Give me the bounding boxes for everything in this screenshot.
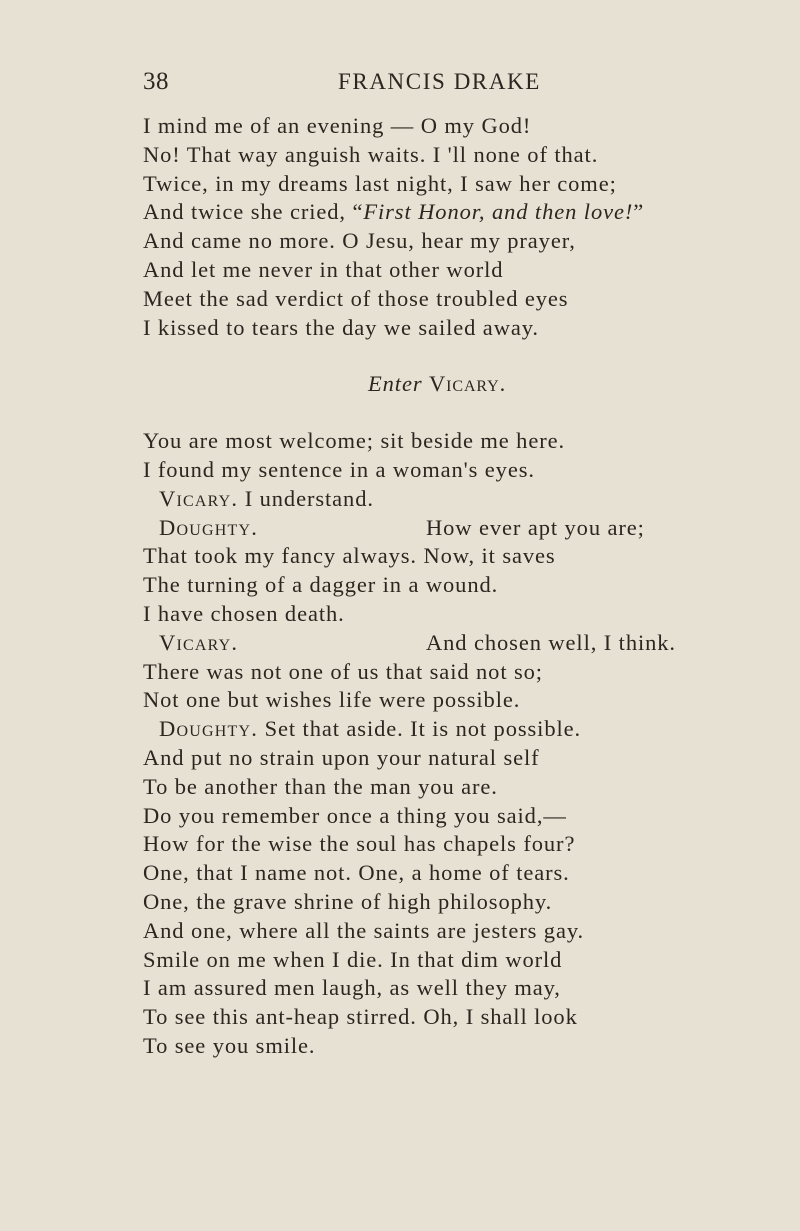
speech-line: [143, 715, 763, 744]
verse-line: No! That way anguish waits. I 'll none of that.: [143, 141, 599, 167]
page-number: 38: [143, 68, 169, 95]
verse-line: And came no more. O Jesu, hear my prayer,: [143, 228, 576, 254]
speech-text: And chosen well, I think.: [426, 629, 676, 655]
verse-line: I kissed to tears the day we sailed away.: [143, 314, 539, 340]
verse-line: I found my sentence in a woman's eyes.: [143, 456, 535, 482]
verse-line: There was not one of us that said not so;: [143, 658, 543, 684]
verse-line: Do you remember once a thing you said,—: [143, 802, 567, 828]
verse-line: I am assured men laugh, as well they may,: [143, 975, 561, 1001]
speech-text: Set that aside. It is not possible.: [264, 716, 582, 742]
verse-line: How for the wise the soul has chapels four?: [143, 831, 576, 857]
verse-line: Not one but wishes life were possible.: [143, 687, 521, 713]
speaker-name: Vicary.: [159, 629, 239, 655]
stage-direction: [143, 370, 763, 399]
verse-line: One, that I name not. One, a home of tears.: [143, 860, 570, 886]
verse-line: And put no strain upon your natural self: [143, 744, 540, 770]
speech-text: I understand.: [244, 485, 374, 511]
verse-line: Twice, in my dreams last night, I saw her come;: [143, 170, 617, 196]
quoted-italic: First Honor, and then love!: [363, 199, 634, 225]
speaker-name: Doughty.: [159, 716, 259, 742]
verse-line: You are most welcome; sit beside me here.: [143, 428, 566, 454]
speaker-name: Vicary.: [159, 485, 239, 511]
stage-character: Vicary.: [429, 371, 507, 397]
speech-line: [143, 514, 763, 543]
speaker-name: Doughty.: [159, 514, 259, 540]
verse-line-quoted: [143, 198, 763, 227]
verse-line: To see this ant-heap stirred. Oh, I shall look: [143, 1004, 578, 1030]
page-header: [143, 68, 743, 104]
verse-text: [143, 112, 763, 1061]
verse-line: That took my fancy always. Now, it saves: [143, 543, 556, 569]
verse-line: And let me never in that other world: [143, 256, 504, 282]
verse-line: Smile on me when I die. In that dim world: [143, 946, 563, 972]
verse-line: To be another than the man you are.: [143, 773, 498, 799]
verse-line: And one, where all the saints are jesters gay.: [143, 917, 585, 943]
verse-line: I have chosen death.: [143, 600, 345, 626]
verse-line: One, the grave shrine of high philosophy.: [143, 888, 553, 914]
speech-line: [143, 629, 763, 658]
running-title: FRANCIS DRAKE: [338, 69, 541, 94]
stage-word: Enter: [368, 371, 423, 397]
speech-text: How ever apt you are;: [426, 514, 645, 540]
verse-line: The turning of a dagger in a wound.: [143, 572, 499, 598]
verse-fragment: And twice she cried, “: [143, 199, 364, 225]
close-quote: ”: [633, 199, 645, 225]
verse-line: Meet the sad verdict of those troubled eyes: [143, 285, 569, 311]
verse-line: To see you smile.: [143, 1032, 316, 1058]
speech-line: [143, 485, 763, 514]
verse-line: I mind me of an evening — O my God!: [143, 113, 532, 138]
